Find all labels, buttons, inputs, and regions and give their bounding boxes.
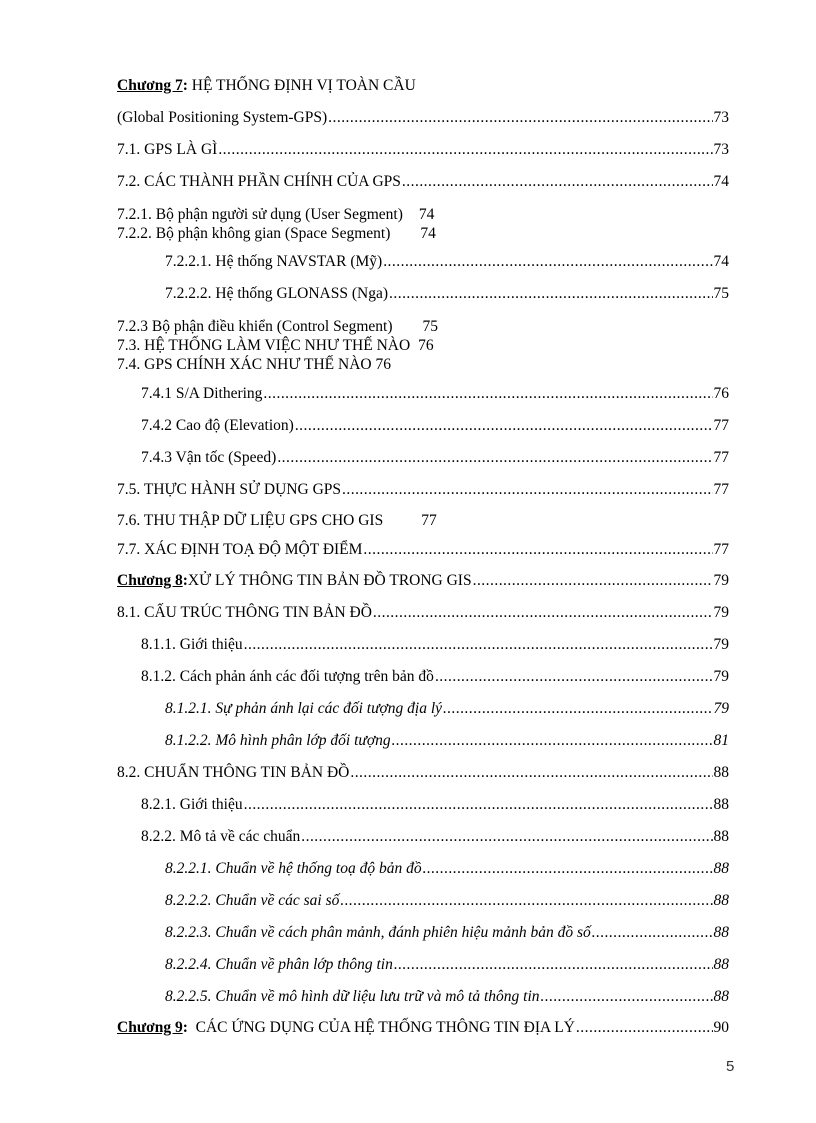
chapter-label: Chương 9 [117, 1019, 183, 1036]
toc-entry[interactable]: 8.2.2.3. Chuẩn về cách phân mảnh, đánh phiên hiệu mảnh bản đồ số . . . 88 [165, 924, 729, 942]
toc-entry[interactable]: 8.2.1. Giới thiệu . . . 88 [141, 796, 729, 814]
page-ref: 88 [713, 924, 729, 941]
toc-entry[interactable]: 8.1. CẤU TRÚC THÔNG TIN BẢN ĐỒ . . . 79 [117, 604, 729, 622]
dot-leader [363, 541, 712, 559]
page-ref: 88 [713, 828, 729, 845]
dot-leader [541, 988, 713, 1006]
page-number: 5 [726, 1058, 735, 1075]
toc-entry[interactable]: 7.6. THU THẬP DỮ LIỆU GPS CHO GIS 77 [117, 512, 437, 529]
page-ref: 74 [418, 206, 435, 223]
page-ref: 88 [713, 860, 729, 877]
toc-entry[interactable]: 8.1.1. Giới thiệu . . . 79 [141, 636, 729, 654]
page-ref: 77 [713, 417, 729, 434]
dot-leader [443, 700, 712, 718]
toc-entry[interactable]: 7.2. CÁC THÀNH PHẦN CHÍNH CỦA GPS . . . 74 [117, 173, 729, 191]
dot-leader [392, 732, 713, 750]
toc-entry[interactable]: 8.2. CHUẨN THÔNG TIN BẢN ĐỒ . . . 88 [117, 764, 729, 782]
toc-chapter-7[interactable]: Chương 7: HỆ THỐNG ĐỊNH VỊ TOÀN CẦU [117, 77, 416, 94]
toc-entry[interactable]: 7.4.2 Cao độ (Elevation) . . . 77 [141, 417, 729, 435]
page-ref: 88 [713, 764, 729, 781]
toc-entry[interactable]: 7.7. XÁC ĐỊNH TOẠ ĐỘ MỘT ĐIỂM . . . 77 [117, 541, 729, 559]
page-ref: 88 [713, 956, 729, 973]
page-ref: 77 [421, 512, 437, 529]
page-ref: 73 [713, 109, 729, 126]
dot-leader [301, 828, 712, 846]
dot-leader [277, 449, 712, 467]
page-ref: 76 [713, 385, 729, 402]
toc-entry[interactable]: 8.2.2.2. Chuẩn về các sai số . . . 88 [165, 892, 729, 910]
toc-entry[interactable]: 8.1.2.1. Sự phản ánh lại các đối tượng địa lý . . . 79 [165, 700, 729, 718]
dot-leader [373, 604, 713, 622]
dot-leader [244, 796, 713, 814]
chapter-title: CÁC ỨNG DỤNG CỦA HỆ THỐNG THÔNG TIN ĐỊA LÝ [187, 1019, 575, 1036]
page-ref: 90 [713, 1019, 729, 1036]
page-ref: 75 [713, 285, 729, 302]
dot-leader [340, 892, 712, 910]
page-ref: 79 [713, 572, 729, 589]
dot-leader [389, 285, 712, 303]
page-ref: 77 [713, 481, 729, 498]
dot-leader [592, 924, 713, 942]
toc-entry[interactable]: 7.2.2.1. Hệ thống NAVSTAR (Mỹ) . . . 74 [165, 253, 729, 271]
dot-leader [473, 572, 713, 590]
dot-leader [423, 860, 713, 878]
toc-entry[interactable]: 7.2.3 Bộ phận điều khiển (Control Segment) 75 [117, 318, 439, 335]
toc-entry[interactable]: 7.5. THỰC HÀNH SỬ DỤNG GPS . . . 77 [117, 481, 729, 499]
toc-entry[interactable]: 8.1.2.2. Mô hình phân lớp đối tượng . . . 81 [165, 732, 729, 750]
page-ref: 76 [375, 356, 391, 373]
dot-leader [402, 173, 713, 191]
chapter-title: XỬ LÝ THÔNG TIN BẢN ĐỒ TRONG GIS [187, 572, 472, 589]
toc-entry[interactable]: 8.2.2.5. Chuẩn về mô hình dữ liệu lưu trữ và mô tả thông tin . . . 88 [165, 988, 729, 1006]
toc-entry[interactable]: 7.2.2. Bộ phận không gian (Space Segment) 74 [117, 225, 436, 242]
dot-leader [350, 764, 712, 782]
toc-entry[interactable]: (Global Positioning System-GPS) . . . 73 [117, 109, 729, 127]
toc-entry[interactable]: 8.2.2.4. Chuẩn về phân lớp thông tin . . . 88 [165, 956, 729, 974]
toc-entry[interactable]: 8.2.2. Mô tả về các chuẩn . . . 88 [141, 828, 729, 846]
page-ref: 74 [713, 173, 729, 190]
toc-entry[interactable]: 7.4.3 Vận tốc (Speed) . . . 77 [141, 449, 729, 467]
page-ref: 74 [420, 225, 436, 242]
dot-leader [394, 956, 713, 974]
page-ref: 74 [713, 253, 729, 270]
page-ref: 79 [713, 636, 729, 653]
page-ref: 77 [713, 541, 729, 558]
page-ref: 81 [713, 732, 729, 749]
page-ref: 76 [418, 337, 434, 354]
chapter-label: Chương 7 [117, 77, 183, 94]
dot-leader [435, 668, 713, 686]
toc-chapter-8[interactable]: Chương 8 : XỬ LÝ THÔNG TIN BẢN ĐỒ TRONG GIS . . . 79 [117, 572, 729, 590]
chapter-label: Chương 8 [117, 572, 183, 589]
toc-entry[interactable]: 7.2.2.2. Hệ thống GLONASS (Nga) . . . 75 [165, 285, 729, 303]
dot-leader [576, 1019, 713, 1037]
toc-entry[interactable]: 7.4. GPS CHÍNH XÁC NHƯ THẾ NÀO 76 [117, 356, 391, 373]
page-ref: 75 [422, 318, 439, 335]
dot-leader [383, 253, 712, 271]
toc-entry[interactable]: 7.1. GPS LÀ GÌ . . . 73 [117, 141, 729, 159]
chapter-title: HỆ THỐNG ĐỊNH VỊ TOÀN CẦU [187, 77, 416, 94]
toc-entry[interactable]: 8.2.2.1. Chuẩn về hệ thống toạ độ bản đồ . . . 88 [165, 860, 729, 878]
toc-entry[interactable]: 7.3. HỆ THỐNG LÀM VIỆC NHƯ THẾ NÀO 76 [117, 337, 434, 354]
page-ref: 79 [713, 700, 729, 717]
page-ref: 88 [713, 796, 729, 813]
toc-entry[interactable]: 7.4.1 S/A Dithering . . . 76 [141, 385, 729, 403]
toc-entry[interactable]: 7.2.1. Bộ phận người sử dụng (User Segment) 74 [117, 206, 435, 223]
page-ref: 88 [713, 988, 729, 1005]
dot-leader [244, 636, 713, 654]
dot-leader [263, 385, 712, 403]
page-ref: 77 [713, 449, 729, 466]
dot-leader [328, 109, 712, 127]
dot-leader [295, 417, 713, 435]
page-ref: 79 [713, 604, 729, 621]
page-ref: 88 [713, 892, 729, 909]
toc-chapter-9[interactable]: Chương 9 : CÁC ỨNG DỤNG CỦA HỆ THỐNG THÔNG TIN ĐỊA LÝ . . . 90 [117, 1019, 729, 1037]
dot-leader [342, 481, 712, 499]
page-ref: 73 [713, 141, 729, 158]
toc-entry[interactable]: 8.1.2. Cách phản ánh các đối tượng trên bản đồ . . . 79 [141, 668, 729, 686]
dot-leader [218, 141, 712, 159]
page-ref: 79 [713, 668, 729, 685]
